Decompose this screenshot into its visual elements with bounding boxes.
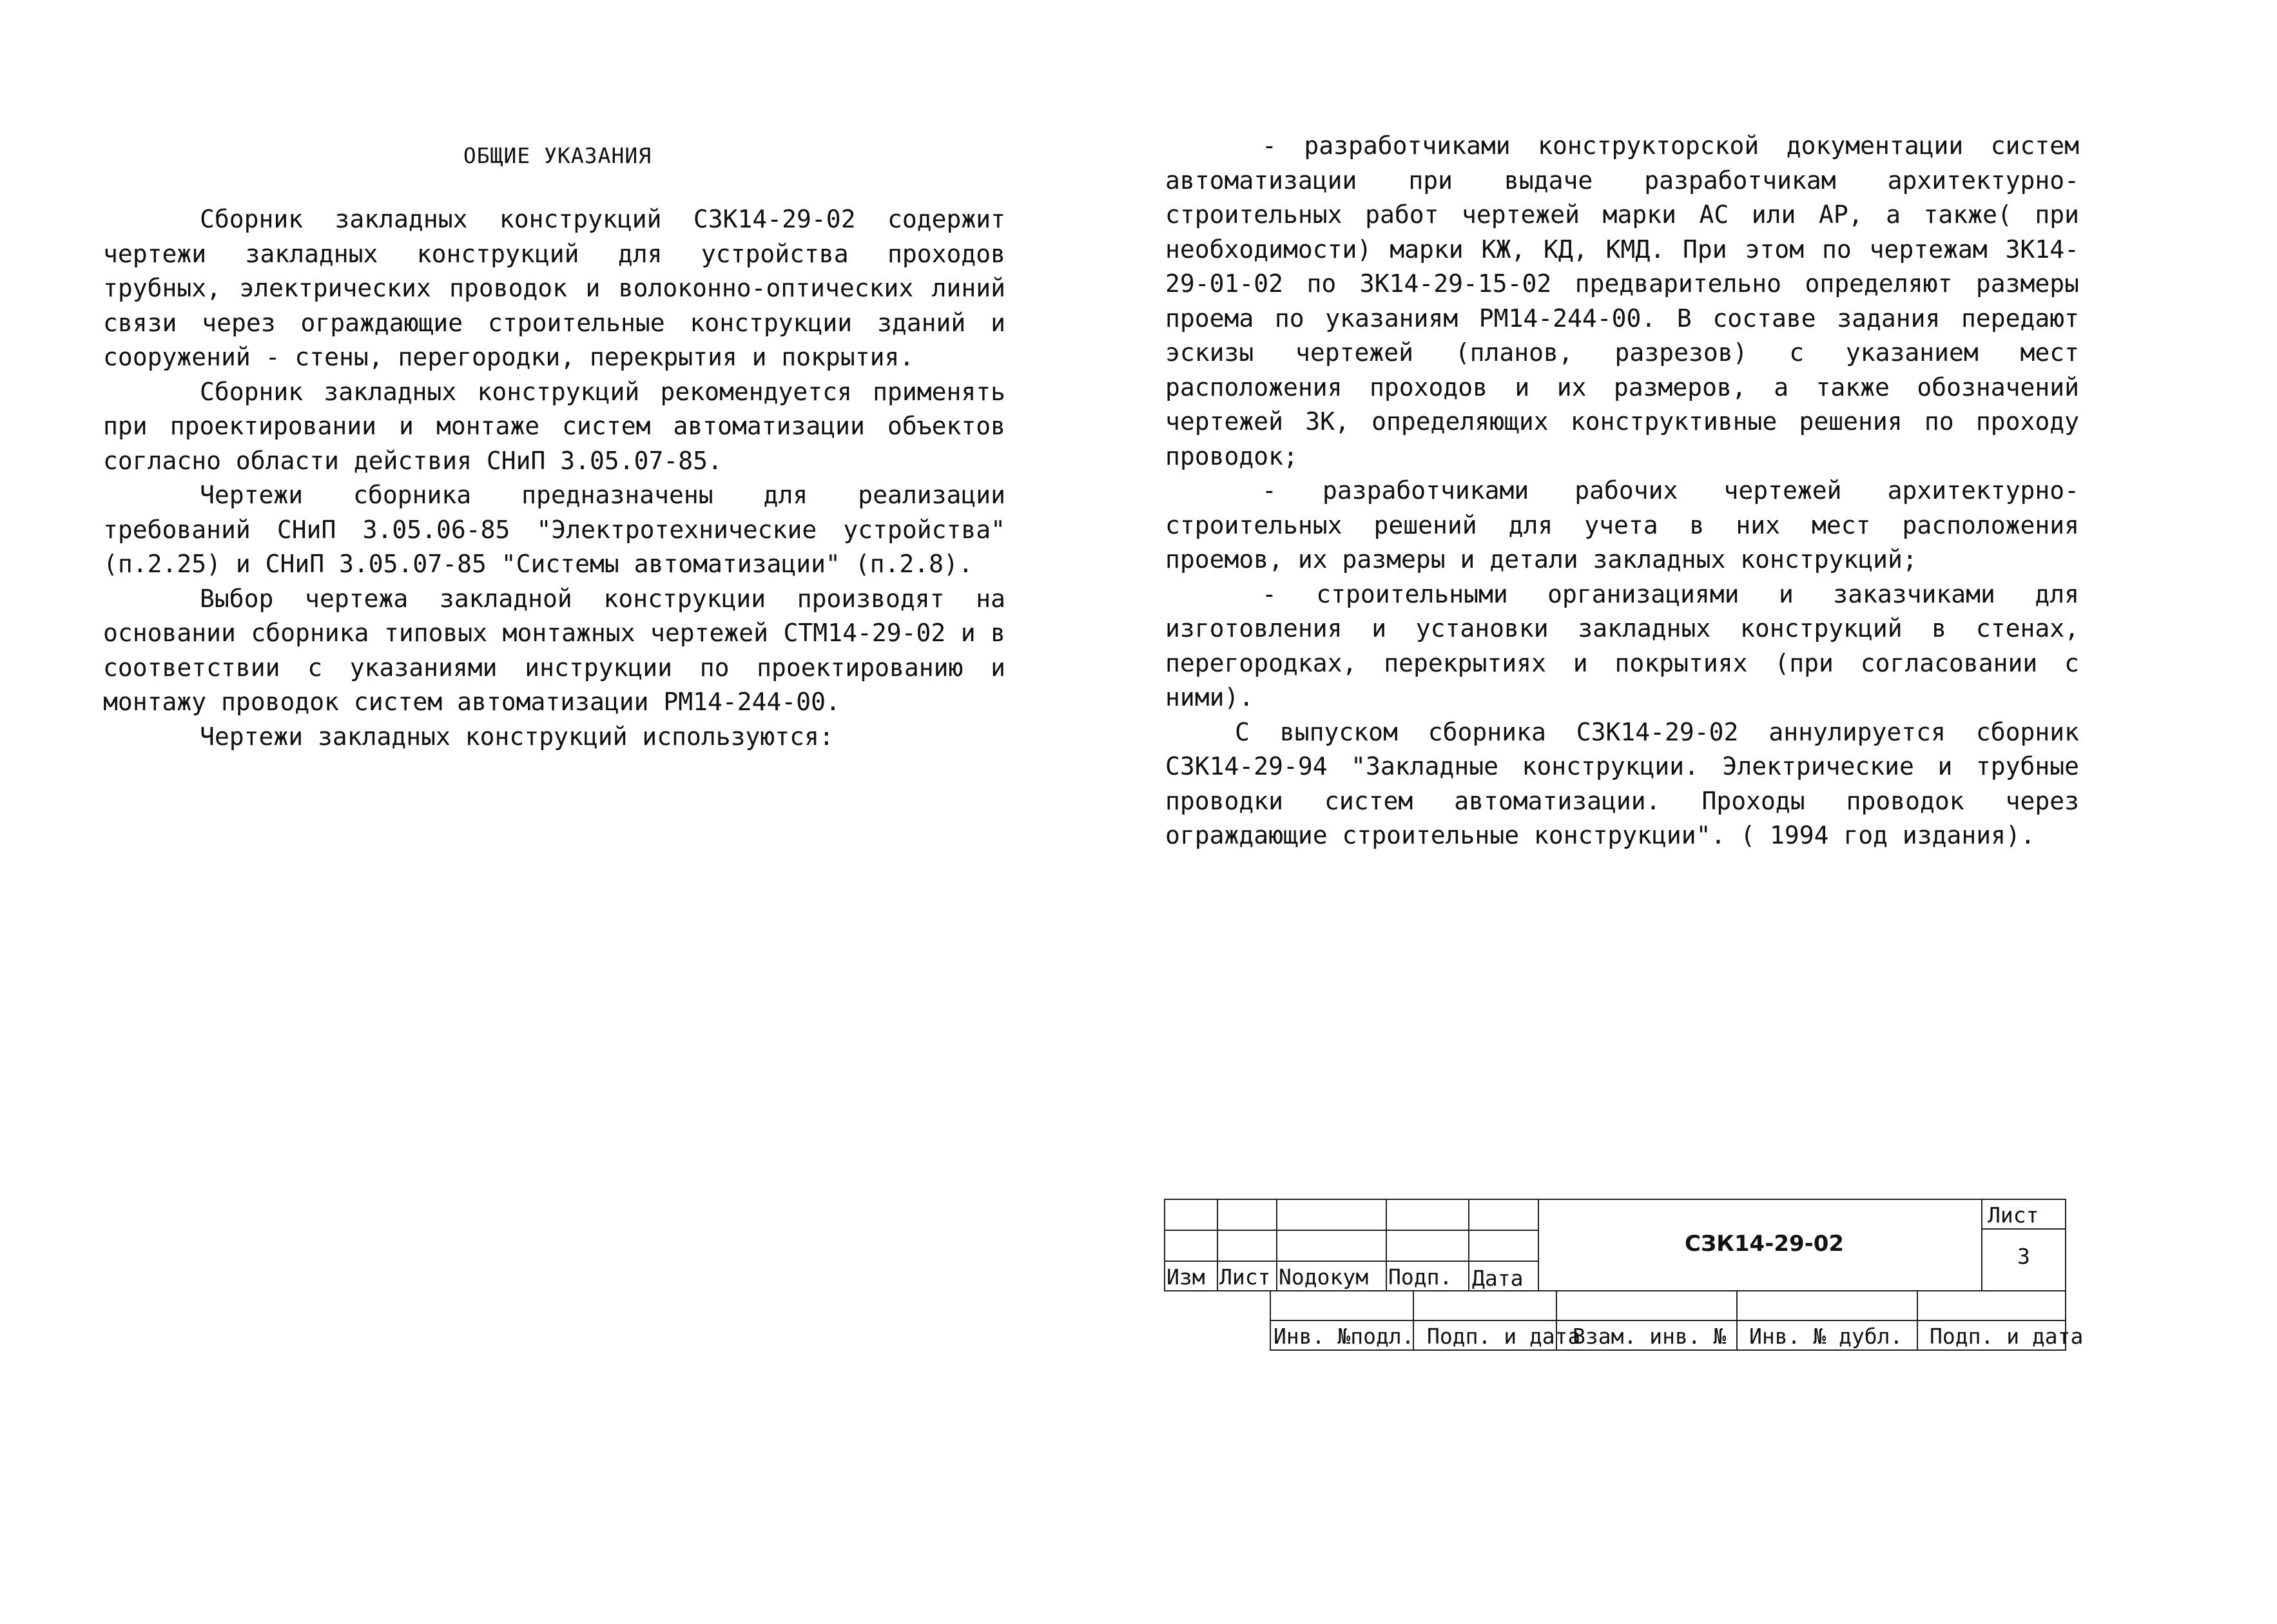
right-column: [1165, 129, 2079, 853]
stamp-bottom-cell: [1270, 1320, 1414, 1351]
left-paragraph-3: Чертежи сборника предназначены для реализации требований СНиП 3.05.06-85 "Электротехнические устройства" (п.2.25) и СНиП 3.05.07-85 "Системы автоматизации" (п.2.8).: [103, 481, 1005, 578]
stamp-header-cell: [1276, 1261, 1387, 1291]
stamp-header-list: Лист: [1219, 1264, 1271, 1290]
stamp-code-cell: [1538, 1199, 1982, 1291]
page-heading: ОБЩИЕ УКАЗАНИЯ: [463, 143, 652, 168]
stamp-bottom-cell: [1413, 1320, 1581, 1351]
stamp-header-cell: [1217, 1261, 1277, 1291]
stamp-header-cell: [1468, 1261, 1539, 1291]
stamp-inv-dubl: Инв. № дубл.: [1749, 1324, 1903, 1349]
stamp-cell-blank: [1270, 1290, 1414, 1321]
stamp-cell-blank: [1164, 1199, 1218, 1231]
left-column: [103, 202, 1005, 754]
stamp-sheet-label: Лист: [1988, 1203, 2039, 1228]
stamp-code: СЗК14-29-02: [1685, 1231, 1845, 1257]
left-paragraph-4: Выбор чертежа закладной конструкции производят на основании сборника типовых монтажных чертежей СТМ14-29-02 и в соответствии с указаниями инструкции по проектированию и монтажу проводок систем автоматизации РМ14-244-00.: [103, 584, 1005, 716]
stamp-cell-blank: [1164, 1230, 1218, 1262]
title-block: [1164, 1199, 2190, 1356]
right-paragraph-3: - строительными организациями и заказчиками для изготовления и установки закладных конструкций в стенах, перегородках, перекрытиях и покрытиях (при согласовании с ними).: [1165, 579, 2079, 711]
stamp-cell-blank: [1217, 1230, 1277, 1262]
stamp-cell-blank: [1386, 1230, 1469, 1262]
stamp-cell-blank: [1556, 1290, 1738, 1321]
stamp-cell-blank: [1468, 1230, 1539, 1262]
right-paragraph-1: - разработчиками конструкторской документации систем автоматизации при выдаче разработчикам архитектурно-строительных работ чертежей марки АС или АР, а также( при необходимости) марки КЖ, КД, КМД. При этом по чертежам ЗК14-29-01-02 по ЗК14-29-15-02 предварительно определяют размеры проема по указаниям РМ14-244-00. В составе задания передают эскизы чертежей (планов, разрезов) с указанием мест расположения проходов и их размеров, а также обозначений чертежей ЗК, определяющих конструктивные решения по проходу проводок;: [1165, 131, 2079, 470]
stamp-cell-blank: [1386, 1199, 1469, 1231]
stamp-sheet-number: 3: [2017, 1244, 2030, 1269]
stamp-inv-podl: Инв. №подл.: [1274, 1324, 1415, 1349]
stamp-header-cell: [1386, 1261, 1469, 1291]
stamp-header-cell: [1164, 1261, 1218, 1291]
right-paragraph-2: - разработчиками рабочих чертежей архитектурно-строительных решений для учета в них мест расположения проемов, их размеры и детали закладных конструкций;: [1165, 476, 2079, 574]
stamp-cell-blank: [1217, 1199, 1277, 1231]
stamp-cell-blank: [1276, 1199, 1387, 1231]
right-paragraph-4: С выпуском сборника СЗК14-29-02 аннулируется сборник СЗК14-29-94 "Закладные конструкции. Электрические и трубные проводки систем автоматизации. Проходы проводок через ограждающие строительные конструкции". ( 1994 год издания).: [1165, 717, 2079, 849]
stamp-sheet-label-cell: [1981, 1199, 2066, 1230]
stamp-cell-blank: [1413, 1290, 1557, 1321]
stamp-podp-data-2: Подп. и дата: [1930, 1324, 2084, 1349]
stamp-cell-blank: [1468, 1199, 1539, 1231]
stamp-header-podp: Подп.: [1388, 1264, 1453, 1290]
stamp-bottom-cell: [1917, 1320, 2084, 1351]
stamp-header-ndokum: Nодокум: [1279, 1264, 1369, 1290]
left-paragraph-5: Чертежи закладных конструкций используются:: [200, 722, 834, 751]
left-paragraph-1: Сборник закладных конструкций СЗК14-29-02 содержит чертежи закладных конструкций для устройства проходов трубных, электрических проводок и волоконно-оптических линий связи через ограждающие строительные конструкции зданий и сооружений - стены, перегородки, перекрытия и покрытия.: [103, 205, 1005, 371]
stamp-podp-data-1: Подп. и дата: [1427, 1324, 1581, 1349]
stamp-header-data: Дата: [1472, 1266, 1524, 1291]
stamp-bottom-cell: [1736, 1320, 1918, 1351]
stamp-vzam-inv: Взам. инв. №: [1573, 1324, 1727, 1349]
stamp-sheet-number-cell: [1981, 1228, 2066, 1291]
stamp-cell-blank: [1276, 1230, 1387, 1262]
stamp-header-izm: Изм: [1167, 1264, 1205, 1290]
stamp-cell-blank: [1736, 1290, 1918, 1321]
stamp-bottom-cell: [1556, 1320, 1738, 1351]
left-paragraph-2: Сборник закладных конструкций рекомендуется применять при проектировании и монтаже систем автоматизации объектов согласно области действия СНиП 3.05.07-85.: [103, 377, 1005, 475]
stamp-cell-blank: [1917, 1290, 2066, 1321]
